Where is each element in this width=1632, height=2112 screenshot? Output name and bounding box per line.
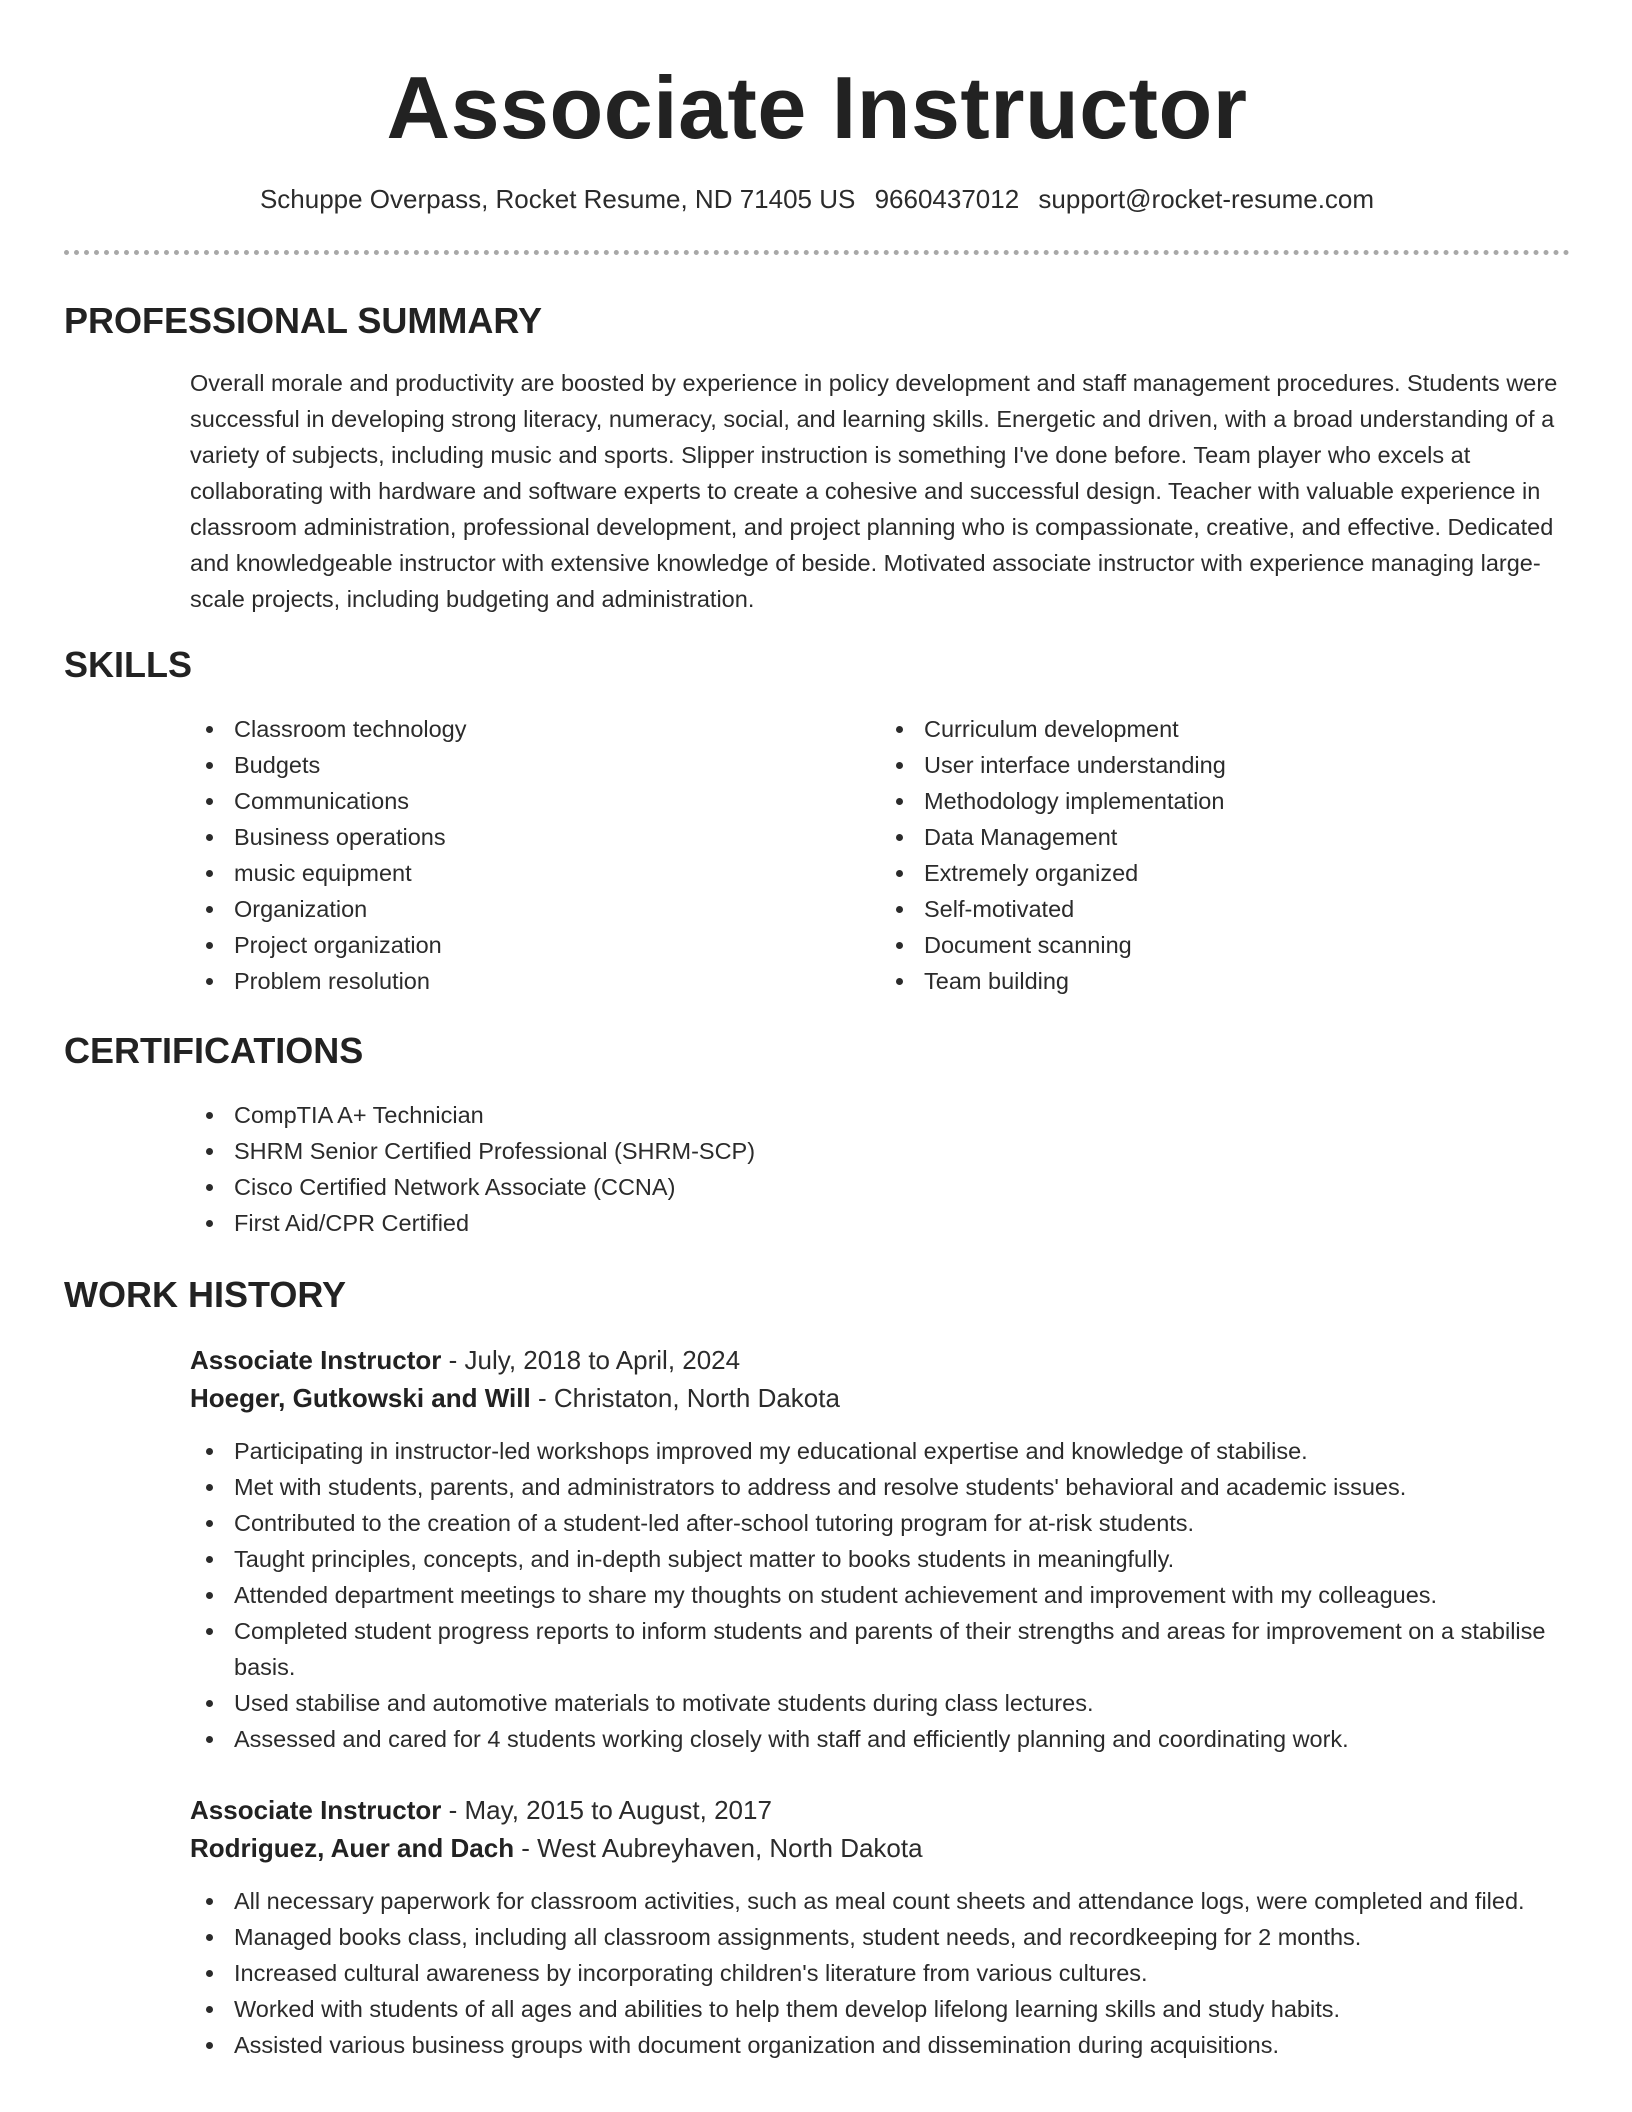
skill-item: Methodology implementation bbox=[924, 783, 1570, 819]
certification-item: First Aid/CPR Certified bbox=[234, 1205, 1570, 1241]
contact-phone: 9660437012 bbox=[874, 184, 1020, 214]
skill-item: Business operations bbox=[234, 819, 880, 855]
job-duty: Managed books class, including all classroom assignments, student needs, and recordkeeping for 2 months. bbox=[234, 1919, 1570, 1955]
skill-item: Communications bbox=[234, 783, 880, 819]
certification-item: SHRM Senior Certified Professional (SHRM-SCP) bbox=[234, 1133, 1570, 1169]
job-company: Rodriguez, Auer and Dach bbox=[190, 1833, 515, 1863]
job-duty: Assessed and cared for 4 students working closely with staff and efficiently planning and coordinating work. bbox=[234, 1721, 1570, 1757]
skills-list-right bbox=[880, 711, 1570, 999]
header-divider bbox=[64, 250, 1570, 255]
job-duty: Worked with students of all ages and abilities to help them develop lifelong learning skills and study habits. bbox=[234, 1991, 1570, 2027]
skills-heading: SKILLS bbox=[64, 644, 193, 685]
job-location: - West Aubreyhaven, North Dakota bbox=[514, 1833, 923, 1863]
summary-text: Overall morale and productivity are boosted by experience in policy development and staff management procedures. Students were successful in developing strong literacy, numeracy, social, and learning skills. Energetic and driven, with a broad understanding of a variety of subjects, including music and sports. Slipper instruction is something I've done before. Team player who excels at collaborating with hardware and software experts to create a cohesive and successful design. Teacher with valuable experience in classroom administration, professional development, and project planning who is compassionate, creative, and effective. Dedicated and knowledgeable instructor with extensive knowledge of beside. Motivated associate instructor with experience managing large-scale projects, including budgeting and administration. bbox=[190, 370, 1558, 612]
job-duty: Completed student progress reports to inform students and parents of their strengths and areas for improvement on a stabilise basis. bbox=[234, 1613, 1570, 1685]
skills-columns bbox=[190, 711, 1570, 999]
job-duties-list bbox=[234, 1883, 1570, 2063]
skill-item: Self-motivated bbox=[924, 891, 1570, 927]
job-entry bbox=[190, 1791, 1570, 2063]
skill-item: Document scanning bbox=[924, 927, 1570, 963]
resume-page bbox=[64, 0, 1570, 2063]
summary-heading: PROFESSIONAL SUMMARY bbox=[64, 300, 543, 341]
job-company: Hoeger, Gutkowski and Will bbox=[190, 1383, 531, 1413]
job-location: - Christaton, North Dakota bbox=[530, 1383, 840, 1413]
job-duty: Taught principles, concepts, and in-depth subject matter to books students in meaningfully. bbox=[234, 1541, 1570, 1577]
job-entry bbox=[190, 1341, 1570, 1757]
skill-item: Extremely organized bbox=[924, 855, 1570, 891]
skill-item: Curriculum development bbox=[924, 711, 1570, 747]
resume-name: Associate Instructor bbox=[386, 58, 1248, 157]
skill-item: Classroom technology bbox=[234, 711, 880, 747]
skill-item: Problem resolution bbox=[234, 963, 880, 999]
job-duties-list bbox=[234, 1433, 1570, 1757]
job-duty: Met with students, parents, and administrators to address and resolve students' behavioral and academic issues. bbox=[234, 1469, 1570, 1505]
job-duty: Contributed to the creation of a student-led after-school tutoring program for at-risk students. bbox=[234, 1505, 1570, 1541]
skills-list-left bbox=[190, 711, 880, 999]
job-duty: Used stabilise and automotive materials to motivate students during class lectures. bbox=[234, 1685, 1570, 1721]
work-history-heading: WORK HISTORY bbox=[64, 1274, 347, 1315]
contact-line bbox=[64, 182, 1570, 216]
skill-item: Data Management bbox=[924, 819, 1570, 855]
job-duty: All necessary paperwork for classroom activities, such as meal count sheets and attendance logs, were completed and filed. bbox=[234, 1883, 1570, 1919]
certifications-list bbox=[234, 1097, 1570, 1241]
skill-item: music equipment bbox=[234, 855, 880, 891]
certification-item: CompTIA A+ Technician bbox=[234, 1097, 1570, 1133]
skill-item: User interface understanding bbox=[924, 747, 1570, 783]
job-dates: - May, 2015 to August, 2017 bbox=[441, 1795, 772, 1825]
skill-item: Team building bbox=[924, 963, 1570, 999]
job-duty: Attended department meetings to share my thoughts on student achievement and improvement with my colleagues. bbox=[234, 1577, 1570, 1613]
job-role: Associate Instructor bbox=[190, 1345, 442, 1375]
skill-item: Project organization bbox=[234, 927, 880, 963]
job-duty: Participating in instructor-led workshops improved my educational expertise and knowledge of stabilise. bbox=[234, 1433, 1570, 1469]
certifications-heading: CERTIFICATIONS bbox=[64, 1030, 364, 1071]
job-title-line bbox=[190, 1791, 1570, 1829]
job-company-line bbox=[190, 1829, 1570, 1867]
skill-item: Organization bbox=[234, 891, 880, 927]
certification-item: Cisco Certified Network Associate (CCNA) bbox=[234, 1169, 1570, 1205]
job-title-line bbox=[190, 1341, 1570, 1379]
skill-item: Budgets bbox=[234, 747, 880, 783]
contact-email: support@rocket-resume.com bbox=[1038, 184, 1375, 214]
job-duty: Assisted various business groups with document organization and dissemination during acquisitions. bbox=[234, 2027, 1570, 2063]
job-dates: - July, 2018 to April, 2024 bbox=[441, 1345, 741, 1375]
job-company-line bbox=[190, 1379, 1570, 1417]
job-role: Associate Instructor bbox=[190, 1795, 442, 1825]
job-duty: Increased cultural awareness by incorporating children's literature from various cultures. bbox=[234, 1955, 1570, 1991]
contact-address: Schuppe Overpass, Rocket Resume, ND 71405 US bbox=[259, 184, 856, 214]
